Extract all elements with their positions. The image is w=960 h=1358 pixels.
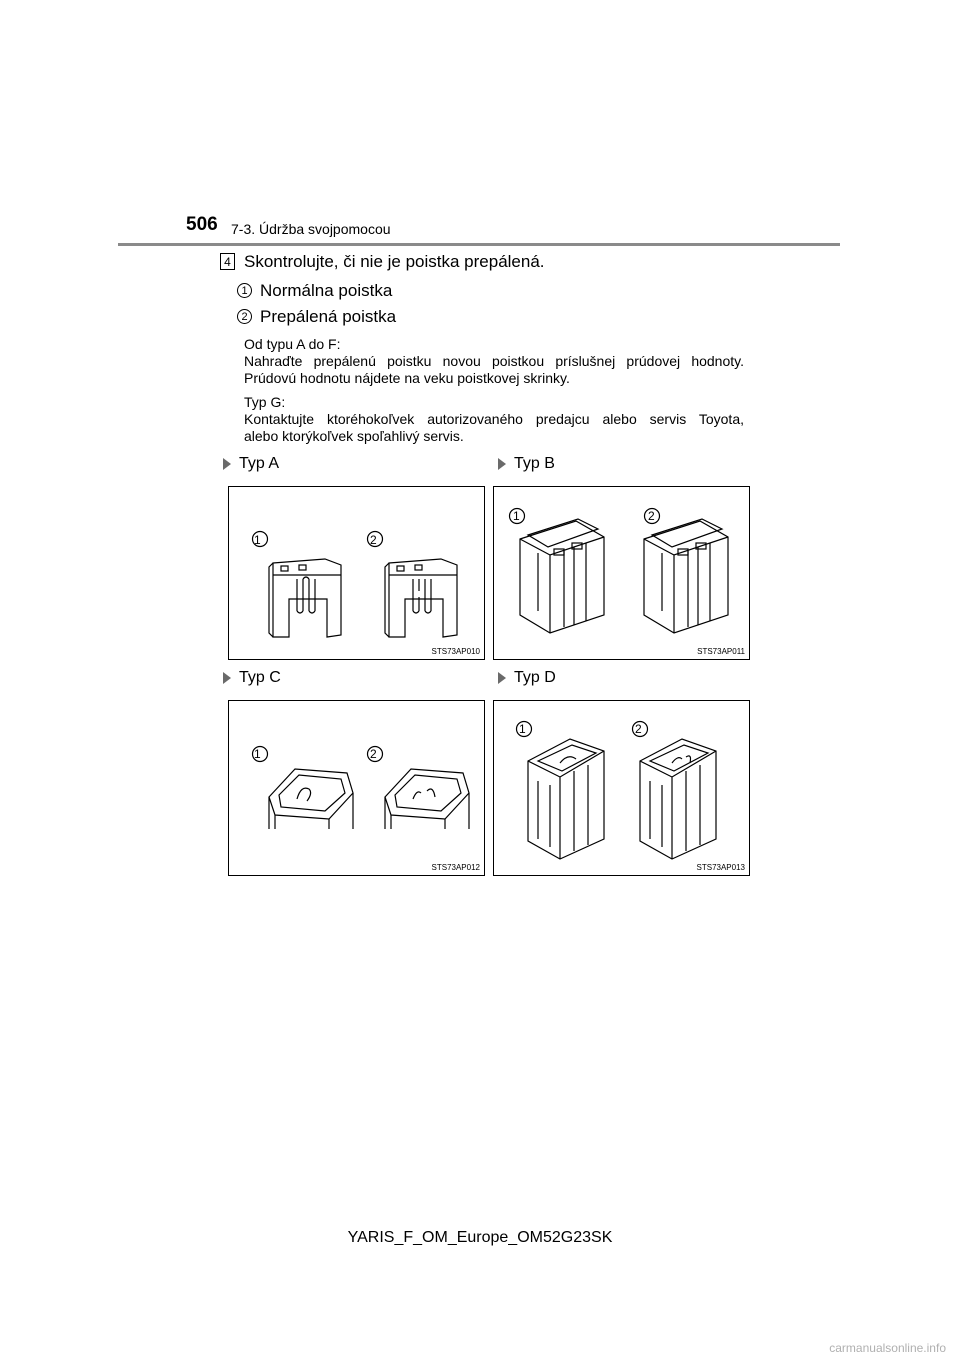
section-title: 7-3. Údržba svojpomocou — [231, 221, 391, 237]
step-number-badge: 4 — [220, 253, 235, 270]
fuse-type-c-illustration — [229, 701, 486, 877]
paragraph-types-a-f — [244, 336, 744, 387]
type-label-c: Typ C — [223, 669, 281, 687]
figure-b-number-1: 1 — [513, 509, 520, 523]
figure-fuse-type-c — [228, 700, 485, 876]
type-label-b: Typ B — [498, 455, 555, 473]
figure-code: STS73AP013 — [696, 863, 745, 872]
figure-d-number-2: 2 — [635, 722, 642, 736]
figure-fuse-type-d — [493, 700, 750, 876]
triangle-right-icon — [498, 672, 506, 684]
paragraph-heading-g: Typ G: — [244, 394, 286, 410]
legend-label-blown: Prepálená poistka — [260, 307, 397, 326]
step-instruction: Skontrolujte, či nie je poistka prepálená. — [244, 252, 545, 271]
fuse-type-d-illustration — [494, 701, 751, 877]
type-label-d: Typ D — [498, 669, 556, 687]
figure-code: STS73AP012 — [431, 863, 480, 872]
paragraph-line: Prúdovú hodnotu nájdete na veku poistkovej skrinky. — [244, 370, 570, 386]
legend-label-normal: Normálna poistka — [260, 281, 393, 300]
paragraph-heading-a-f: Od typu A do F: — [244, 336, 341, 352]
figure-d-number-1: 1 — [519, 722, 526, 736]
paragraph-line: alebo ktorýkoľvek spoľahlivý servis. — [244, 428, 464, 444]
triangle-right-icon — [223, 672, 231, 684]
fuse-type-b-illustration — [494, 487, 751, 661]
figure-fuse-type-b — [493, 486, 750, 660]
figure-code: STS73AP010 — [431, 647, 480, 656]
document-footer: YARIS_F_OM_Europe_OM52G23SK — [347, 1229, 613, 1246]
legend-number-1: 1 — [237, 283, 252, 298]
paragraph-type-g — [244, 394, 744, 445]
figure-c-number-1: 1 — [254, 747, 261, 761]
figure-fuse-type-a — [228, 486, 485, 660]
figure-a-number-2: 2 — [370, 533, 377, 547]
page-number: 506 — [186, 214, 218, 235]
fuse-type-a-illustration — [229, 487, 486, 661]
legend-number-2: 2 — [237, 309, 252, 324]
triangle-right-icon — [498, 458, 506, 470]
paragraph-line: Kontaktujte ktoréhokoľvek autorizovaného predajcu alebo servis Toyota, — [244, 411, 744, 427]
figure-c-number-2: 2 — [370, 747, 377, 761]
figure-code: STS73AP011 — [697, 647, 745, 656]
watermark: carmanualsonline.info — [829, 1341, 946, 1355]
triangle-right-icon — [223, 458, 231, 470]
figure-b-number-2: 2 — [648, 509, 655, 523]
header-rule — [118, 243, 840, 246]
type-label-a: Typ A — [223, 455, 279, 473]
figure-a-number-1: 1 — [254, 533, 261, 547]
paragraph-line: Nahraďte prepálenú poistku novou poistkou príslušnej prúdovej hodnoty. — [244, 353, 744, 369]
